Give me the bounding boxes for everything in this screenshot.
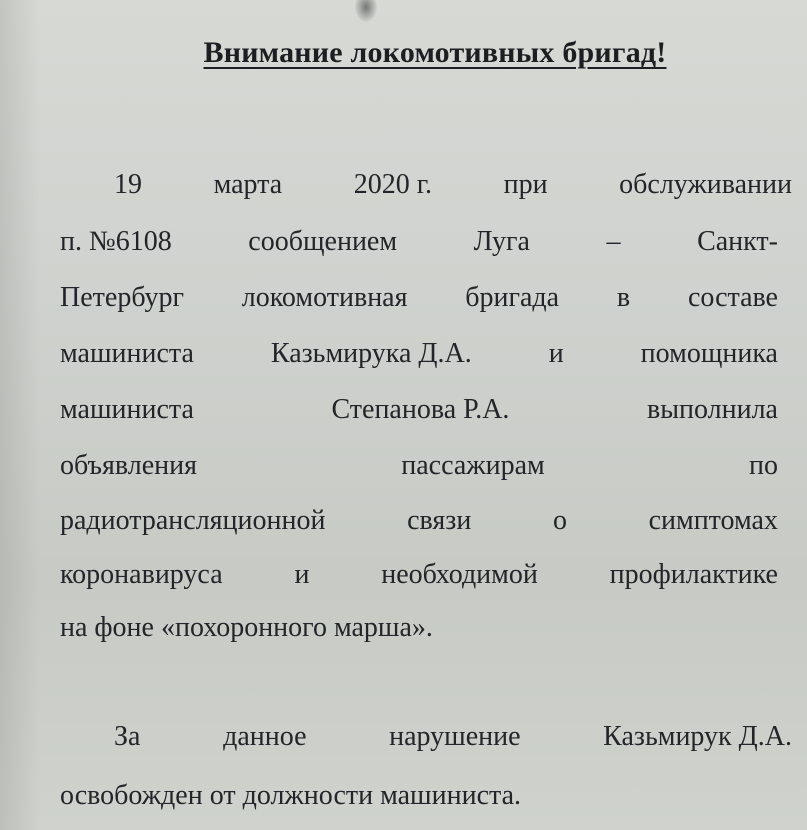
text-line-p1-7: радиотрансляционной связи о симптомах — [60, 505, 778, 536]
text-line-p1-1: 19 марта 2020 г. при обслуживании — [114, 169, 792, 200]
notice-title: Внимание локомотивных бригад! — [203, 36, 667, 69]
text-line-p1-8: коронавируса и необходимой профилактике — [60, 559, 778, 590]
text-line-p1-3: Петербург локомотивная бригада в составе — [60, 282, 778, 313]
text-line-p1-2: п. №6108 сообщением Луга – Санкт- — [60, 226, 778, 257]
paper-shadow — [0, 0, 40, 830]
text-line-p1-5: машиниста Степанова Р.А. выполнила — [60, 394, 778, 425]
pin-mark — [355, 0, 377, 22]
text-line-p2-2: освобожден от должности машиниста. — [60, 780, 522, 811]
text-line-p1-6: объявления пассажирам по — [60, 450, 778, 481]
text-line-p1-4: машиниста Казьмирука Д.А. и помощника — [60, 338, 778, 369]
text-line-p2-1: За данное нарушение Казьмирук Д.А. — [114, 721, 792, 752]
text-line-p1-9: на фоне «похоронного марша». — [60, 612, 433, 643]
